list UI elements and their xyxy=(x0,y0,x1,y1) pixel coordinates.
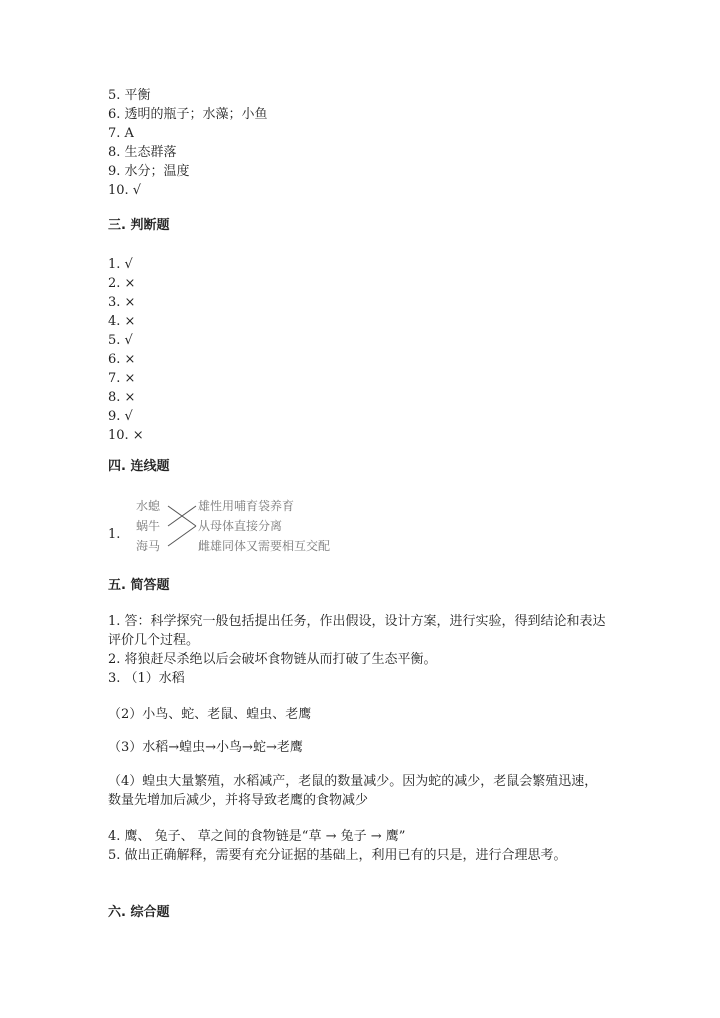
matching-number: 1. xyxy=(108,527,121,542)
short-answer-4: 4. 鹰、 兔子、 草之间的食物链是“草 → 兔子 → 鹰” xyxy=(108,829,406,844)
judgement-answer-5: 5. √ xyxy=(108,333,133,348)
judgement-answer-9: 9. √ xyxy=(108,409,133,424)
judgement-answer-1: 1. √ xyxy=(108,257,133,272)
judgement-answer-3: 3. × xyxy=(108,295,136,310)
judgement-answer-8: 8. × xyxy=(108,390,136,405)
short-answer-5: 5. 做出正确解释，需要有充分证据的基础上，利用已有的只是，进行合理思考。 xyxy=(108,848,567,863)
fill-answer-6: 6. 透明的瓶子；水藻；小鱼 xyxy=(108,107,268,122)
left-item-1: 水螅 xyxy=(136,499,161,513)
left-item-2: 蜗牛 xyxy=(136,519,161,533)
short-answer-3-3-wrap xyxy=(108,738,618,757)
short-answer-3-4: （4）蝗虫大量繁殖，水稻减产，老鼠的数量减少。因为蛇的减少，老鼠会繁殖迅速，数量先增加后减少，并将导致老鹰的食物减少 xyxy=(108,774,598,808)
matching-diagram xyxy=(108,496,368,556)
short-answer-3-3: （3）水稻→蝗虫→小鸟→蛇→老鹰 xyxy=(108,740,303,755)
right-item-3: 雌雄同体又需要相互交配 xyxy=(198,539,331,553)
right-item-1: 雄性用哺育袋养育 xyxy=(198,499,295,513)
fill-answers xyxy=(108,86,618,200)
short-answer-3-2: （2）小鸟、蛇、老鼠、蝗虫、老鹰 xyxy=(108,707,312,722)
section-5-title: 五. 简答题 xyxy=(108,578,170,593)
fill-answer-10: 10. √ xyxy=(108,183,142,198)
short-answer-3-4-wrap xyxy=(108,772,618,810)
right-item-2: 从母体直接分离 xyxy=(198,519,283,533)
short-answer-1: 1. 答：科学探究一般包括提出任务，作出假设，设计方案，进行实验，得到结论和表达评价几个过程。 xyxy=(108,614,606,648)
judgement-answer-10: 10. × xyxy=(108,428,144,443)
fill-answer-8: 8. 生态群落 xyxy=(108,145,177,160)
short-answers-4-5 xyxy=(108,827,618,865)
fill-answer-5: 5. 平衡 xyxy=(108,88,151,103)
judgement-answers xyxy=(108,255,618,445)
short-answer-2: 2. 将狼赶尽杀绝以后会破坏食物链从而打破了生态平衡。 xyxy=(108,652,437,667)
fill-answer-9: 9. 水分；温度 xyxy=(108,164,190,179)
left-item-3: 海马 xyxy=(136,539,161,553)
judgement-answer-4: 4. × xyxy=(108,314,136,329)
judgement-answer-6: 6. × xyxy=(108,352,136,367)
judgement-answer-2: 2. × xyxy=(108,276,136,291)
section-3-title: 三. 判断题 xyxy=(108,218,170,233)
short-answers xyxy=(108,612,618,688)
short-answer-3-2-wrap xyxy=(108,705,618,724)
judgement-answer-7: 7. × xyxy=(108,371,136,386)
section-4-title: 四. 连线题 xyxy=(108,459,170,474)
section-6-title: 六. 综合题 xyxy=(108,905,170,920)
match-line-3 xyxy=(168,526,196,546)
fill-answer-7: 7. A xyxy=(108,126,134,141)
short-answer-3-1: 3. （1）水稻 xyxy=(108,671,185,686)
